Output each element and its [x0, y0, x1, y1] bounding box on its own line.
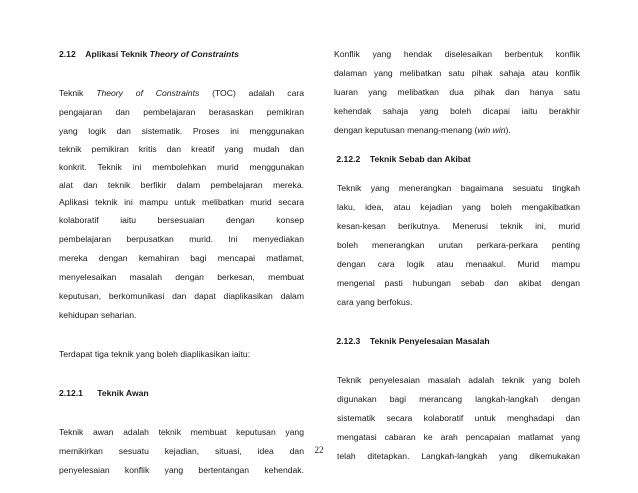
section-title: Teknik Awan	[97, 388, 149, 398]
section-title: Aplikasi Teknik	[85, 49, 150, 59]
text-line: cara yang berfokus.	[337, 297, 413, 307]
text-line: alat dan teknik berfikir dalam pembelajaran mereka.	[59, 180, 304, 190]
text-line: dengan keputusan menang-menang (win win).	[334, 125, 511, 135]
paragraph-toc-intro	[59, 84, 304, 325]
section-number: 2.12.3	[336, 336, 361, 346]
text-line: pembelajaran berpusatkan murid. Ini menyediakan	[59, 234, 304, 244]
paragraph-konflik	[334, 45, 580, 140]
text-line: dalaman yang melibatkan satu pihak sahaja atau konflik	[334, 68, 580, 78]
section-title: Teknik Sebab dan Akibat	[369, 154, 471, 164]
text-line: keputusan, berkomunikasi dan dapat diaplikasikan dalam	[59, 291, 304, 301]
text-line: kesan-kesan berikutnya. Menerusi teknik ini, murid	[337, 221, 580, 231]
text-line: yang logik dan sistematik. Proses ini menggunakan	[59, 126, 304, 136]
text-line: mengenal pasti hubungan sebab dan akibat dengan	[337, 278, 580, 288]
text-line: mereka dengan kemahiran bagi mencapai matlamat,	[59, 253, 304, 263]
left-column	[59, 45, 304, 480]
text-line: Konflik yang hendak diselesaikan berbentuk konflik	[334, 49, 580, 59]
text-line: telah ditetapkan. Langkah-langkah yang dikemukakan	[337, 451, 580, 461]
text-line: luaran yang melibatkan dua pihak dan hanya satu	[334, 87, 580, 97]
text-line: konkrit. Teknik ini membolehkan murid menggunakan	[59, 162, 304, 172]
text-line: Aplikasi teknik ini mampu untuk melibatkan murid secara	[59, 197, 304, 207]
text-line: kehidupan seharian.	[59, 310, 137, 320]
section-title: Teknik Penyelesaian Masalah	[369, 336, 490, 346]
text-line: penyelesaian konflik yang bertentangan kehendak.	[59, 465, 304, 475]
section-heading-2-12	[59, 45, 304, 64]
text-line: Teknik penyelesaian masalah adalah teknik yang boleh	[337, 375, 580, 385]
paragraph-three-techniques: Terdapat tiga teknik yang boleh diaplikasikan iaitu:	[59, 349, 251, 359]
text-line: Teknik Theory of Constraints (TOC) adalah cara	[59, 88, 304, 98]
section-heading-2-12-1	[59, 384, 304, 403]
text-line: dengan cara logik atau menaakul. Murid mampu	[337, 259, 580, 269]
text-line: teknik pemikiran kritis dan kreatif yang mudah dan	[59, 144, 304, 154]
page-number: 22	[314, 445, 324, 455]
right-column	[334, 45, 580, 466]
section-heading-2-12-2	[334, 150, 580, 169]
text-line: kehendak sahaja yang boleh dicapai iaitu berakhir	[334, 106, 580, 116]
text-line: menyelesaikan masalah dengan berkesan, membuat	[59, 272, 304, 282]
text-line: digunakan bagi merancang langkah-langkah dengan	[337, 394, 580, 404]
text-line: memikirkan sesuatu kejadian, situasi, idea dan	[59, 446, 304, 456]
paragraph-sebab-akibat	[334, 179, 580, 312]
text-line: laku, idea, atau kejadian yang boleh mengakibatkan	[337, 202, 580, 212]
text-line: Teknik awan adalah teknik membuat keputusan yang	[59, 427, 304, 437]
text-line: Teknik yang menerangkan bagaimana sesuatu tingkah	[337, 183, 580, 193]
text-line: pengajaran dan pembelajaran berasaskan pemikiran	[59, 107, 304, 117]
text-line: kolaboratif iaitu bersesuaian dengan konsep	[59, 215, 304, 225]
section-number: 2.12	[59, 49, 76, 59]
section-title-italic: Theory of Constraints	[149, 49, 239, 59]
section-number: 2.12.2	[336, 154, 361, 164]
text-line: boleh menerangkan urutan perkara-perkara penting	[337, 240, 580, 250]
section-number: 2.12.1	[59, 388, 83, 398]
text-line: sistematik secara kolaboratif untuk menghadapi dan	[337, 413, 580, 423]
text-line: mengatasi cabaran ke arah pencapaian matlamat yang	[337, 432, 580, 442]
section-heading-2-12-3	[334, 332, 580, 351]
